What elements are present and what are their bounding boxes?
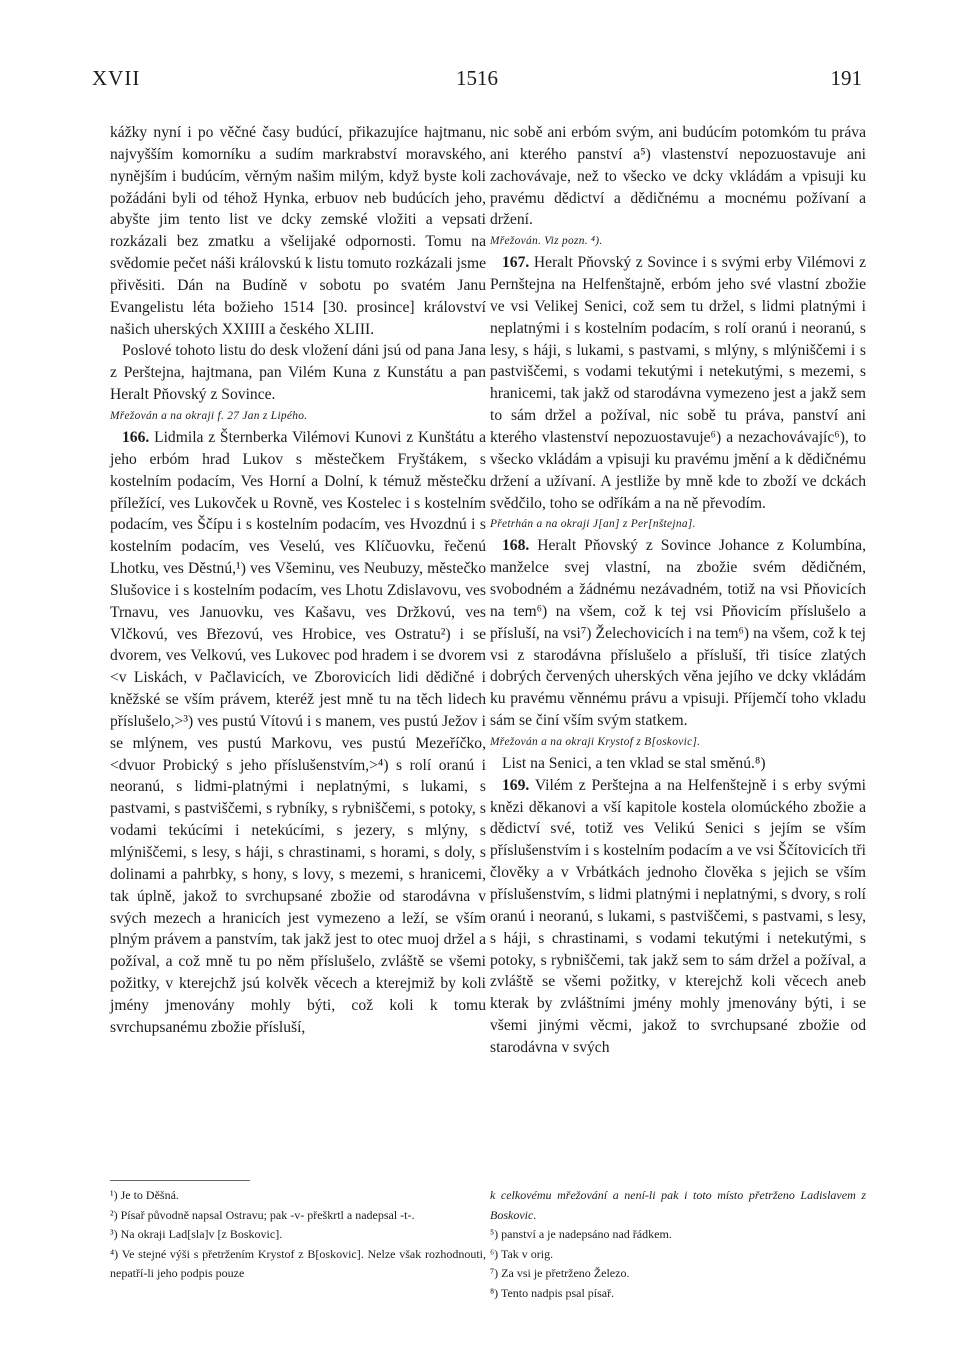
entry-text: Lidmila z Šternberka Vilémovi Kunovi z Kunštátu a jeho erbóm hrad Lukov s městečkem Fryštákem, s kostelním podacím, Ves Horní a Dolní, k témuž městečku příležící, ves Lukovček u Rovně, ves Kostelec i s kostelním podacím, ves Ščípu i s kostelním podacím, ves Hvozdnú i s kostelním podacím, ves Veselú, ves Klíčuovku, řečenú Lhotku, ves Děstnú,¹) ves Všeminu, ves Neubuzy, městečko Slušovice i s kostelním podacím, ves Lhotu Zdislavovu, ves Trnavu, ves Januovku, ves Kašavu, ves Držkovú, ves Vlčkovú, ves Březovú, ves Hrobice, ves Ostratu²) i se dvorem, ves Velkovú, ves Lukovec pod hradem i se dvorem <v Liskách, v Pačlavicích, ve Zborovicích lidi dědičné i kněžské se vším právem, kteréž jest mně tu na těch lidech příslušelo,>³) ves pustú Vítovú i s manem, ves pustú Ježov i se mlýnem, ves pustú Markovu, ves pustú Mezeříčko, <dvuor Probický s jeho příslušenstvím,>⁴) s rolí oranú i neoranú, s lidmi-platnými i neplatnými, s lukami, s pastvami, s pastviščemi, s rybníky, s rybniščemi, s potoky, s vodami tekúcími i netekúcími, s jezery, s mlýny, s mlýniščemi, s lesy, s háji, s chrastinami, s horami, s doly, s dolinami a pahrbky, s hony, s lovy, s mezemi, s hranicemi, tak úplně, jakož to svrchupsané zbožie od starodávna v svých mezech a hranicích jest vymezeno a leží, se vším plným právem a panstvím, tak jakž jest to otec muoj držel a požíval, a což mně tu po něm příslušelo, zvláště se všemi požitky, v kterejchž jsú kolvěk věcech a kterejmiž by koli jmény jmenovány mohly býti, což koli k tomu svrchupsanému zbožie přísluší, (110, 428, 486, 1036)
marginal-note: Mřežován a na okraji f. 27 Jan z Lipého. (110, 409, 308, 422)
left-column (110, 122, 486, 1039)
paragraph-continuation: nic sobě ani erbóm svým, ani budúcím potomkóm tu práva ani kterého panství a⁵) vlastenství nepozuostavuje ani zachovávaje, než to všecko ve dcky vkládám a vpisuji ku pravému dědictví a dědičnému a mocnému požívaní a držení. (490, 124, 866, 229)
footnote-divider (110, 1180, 250, 1181)
paragraph-envoys: Poslové tohoto listu do desk vložení dáni jsú od pana Jana z Perštejna, hajtmana, pan Vilém Kuna z Kunstátu a pan Heralt Pňovský z Sovince. (110, 342, 486, 404)
footnote: ⁵) panství a je nadepsáno nad řádkem. (490, 1227, 672, 1241)
entry-168 (490, 535, 866, 732)
marginal-note: Mřežován. Viz pozn. ⁴). (490, 235, 603, 248)
footnote: ⁸) Tento nadpis psal písař. (490, 1285, 615, 1300)
marginal-note: Přetrhán a na okraji J[an] z Per[nštejna]. (490, 518, 696, 531)
footnotes-right (490, 1186, 866, 1303)
page-number: 191 (830, 66, 862, 90)
page-header (92, 66, 862, 96)
entry-167 (490, 252, 866, 514)
footnote: ²) Písař původně napsal Ostravu; pak -v- přeškrtl a nadepsal -t-. (110, 1207, 415, 1222)
entry-number: 169. (502, 776, 530, 794)
footnote: ⁷) Za vsi je přetrženo Železo. (490, 1266, 630, 1280)
footnotes-left (110, 1186, 486, 1284)
footnote: k celkovému mřežování a není-li pak i toto místo přetrženo Ladislavem z Boskovic. (490, 1188, 866, 1222)
paragraph-continuation: kážky nyní i po věčné časy budúcí, přikazujíce hajtmanu, najvyšším komorníku a sudím markrabství moravského, nynějším i budúcím, věrným našim milým, když byste koli požádáni byli od téhož Hynka, erbuov neb budúcích jeho, abyšte jim tento list ve dcky zemské vložiti a vepsati rozkázali bez zmatku a všelijaké odpornosti. Tomu na svědomie pečet náši královskú k listu tomuto rozkázali jsme přivěsiti. Dán na Budíně v sobotu po svatém Janu Evangelistu léta božieho 1514 [30. prosince] království našich uherských XXIIII a českého XLIII. (110, 124, 486, 338)
entry-text: Vilém z Perštejna a na Helfenštejně i s erby svými knězi děkanovi a vší kapitole kostela olomúckého zbožie a dědictví své, totiž ves Velikú Senici s jejím se vším příslušenstvím i s kostelním podacím a ve vsi Ščítovicích tři člověky a v Vrbátkách jednoho člověka s jejich se vším příslušenstvím, s lidmi platnými i neplatnými, s dvory, s rolí oranú i neoranú, s lukami, s pastviščemi, s pastvami, s lesy, s háji, s chrastinami, s vodami tekutými i netekutými, s potoky, s rybniščemi, tak jakž sem to sám držel a požíval, a zvláště se všemi požitky, v kterejchž koli věcech aneb kterak by zvláštními jmény mohly jmenovány býti, i se všemi jinými věcmi, jakož to svrchupsané zbožie od starodávna v svých (490, 776, 866, 1056)
volume-number: XVII (92, 66, 141, 90)
entry-169 (490, 775, 866, 1059)
footnote: ¹) Je to Děšná. (110, 1188, 179, 1202)
list-heading: List na Senici, a ten vklad se stal směnú.⁸) (502, 754, 766, 772)
footnote: ⁶) Tak v orig. (490, 1246, 554, 1261)
entry-number: 167. (502, 254, 530, 272)
entry-166 (110, 427, 486, 1039)
year-heading: 1516 (456, 66, 498, 90)
footnote: ³) Na okraji Lad[sla]v [z Boskovic]. (110, 1227, 283, 1241)
entry-number: 166. (122, 428, 150, 446)
marginal-note: Mřežován a na okraji Krystof z B[oskovic]. (490, 735, 701, 748)
right-column (490, 122, 866, 1059)
entry-text: Heralt Pňovský z Sovince Johance z Kolumbína, manželce svej vlastní, na zbožie svém dědičném, svobodném a žádnému nezávadném, totiž na vsi Pňovicích na tem⁶) na všem, což k tej vsi Pňovicím příslušelo a přísluší, na vsi⁷) Želechovicích i na tem⁶) na všem, což k tej vsi z starodávna příslušelo a přísluší, tři tisíce zlatých dobrých červených uherských věna jejího ve dcky vkládám ku pravému věnnému právu a vpisuji. Příjemčí toho vkladu sám se činí vším svým statkem. (490, 537, 866, 730)
footnote: ⁴) Ve stejné výši s přetržením Krystof z B[oskovic]. Nelze však rozhodnouti, nepatří-li jeho podpis pouze (110, 1246, 486, 1280)
entry-number: 168. (502, 537, 530, 555)
entry-text: Heralt Pňovský z Sovince i s svými erby Vilémovi z Pernštejna na Helfenštajně, erbóm jeho své vlastní zbožie ve vsi Velikej Senici, což sem tu držel, s lidmi platnými i neplatnými i s kostelním podacím, s rolí oranú i neoranú, s lesy, s háji, s lukami, s pastvami, s mlýny, s mlýniščemi i s pastviščemi, s vodami tekutými i netekutými, s mezemi, s hranicemi, tak jakž od starodávna vymezeno jest a jakž sem to sám držel a požíval, nic sobě tu práva, panství ani kterého vlastenství nepozuostavuje⁶) a nezachovávajíc⁶), to všecko vkládám a vpisuji ku pravému jmění a k dědičnému držení a užívaní. A jestliže by mně kde to zboží ve dckách svědčilo, toho se odříkám a na ně převodím. (490, 254, 866, 512)
